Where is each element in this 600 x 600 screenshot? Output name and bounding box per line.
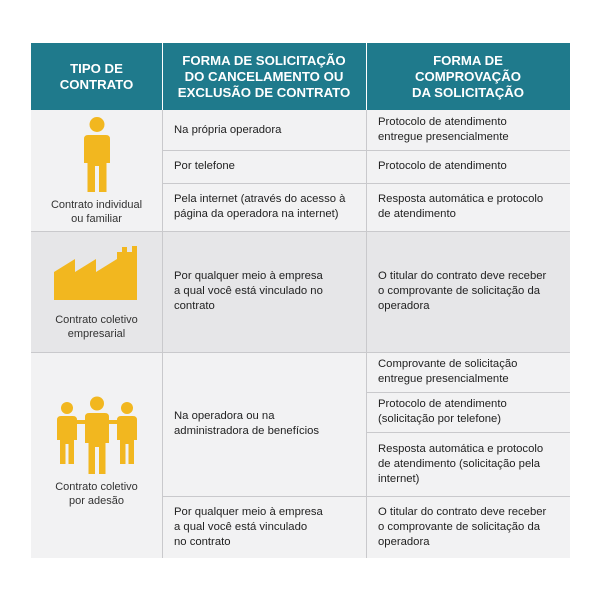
comprovacao-cell: Protocolo de atendimento (solicitação por telefone)	[378, 398, 507, 425]
row-divider	[162, 150, 570, 151]
row-divider	[162, 183, 570, 184]
comprovacao-cell: Resposta automática e protocolo de atendimento (solicitação pela internet)	[378, 442, 544, 485]
person-icon	[82, 116, 112, 194]
comprovacao-cell: O titular do contrato deve receber o comprovante de solicitação da operadora	[378, 270, 547, 312]
type-label-adesao: Contrato coletivo por adesão	[55, 481, 138, 507]
factory-icon	[53, 245, 141, 301]
type-individual	[31, 110, 162, 231]
comprovacao-cell: Resposta automática e protocolo de atendimento	[378, 193, 544, 220]
type-label-individual: Contrato individual ou familiar	[50, 199, 143, 225]
row-divider	[366, 432, 570, 433]
section-divider	[31, 352, 570, 353]
group-of-people-icon	[51, 396, 143, 476]
type-adesao	[31, 352, 162, 558]
forma-cell: Por telefone	[174, 160, 235, 172]
header-forma-solicitacao: FORMA DE SOLICITAÇÃO DO CANCELAMENTO OU EXCLUSÃO DE CONTRATO	[162, 43, 366, 110]
section-divider	[31, 231, 570, 232]
type-empresarial	[31, 231, 162, 352]
column-divider	[162, 110, 163, 558]
row-divider	[162, 496, 570, 497]
column-divider	[366, 110, 367, 558]
comprovacao-cell: Comprovante de solicitação entregue presencialmente	[378, 358, 518, 385]
forma-cell: Na própria operadora	[174, 123, 282, 136]
comprovacao-cell: Protocolo de atendimento entregue presencialmente	[378, 116, 509, 143]
header-divider	[366, 43, 367, 110]
forma-cell: Por qualquer meio à empresa a qual você está vinculado no contrato	[174, 270, 323, 312]
header-divider	[162, 43, 163, 110]
forma-cell: Na operadora ou na administradora de benefícios	[174, 410, 320, 437]
row-divider	[366, 392, 570, 393]
type-label-empresarial: Contrato coletivo empresarial	[55, 314, 138, 340]
comprovacao-cell: O titular do contrato deve receber o comprovante de solicitação da operadora	[378, 505, 547, 548]
comprovacao-cell: Protocolo de atendimento	[378, 160, 507, 172]
forma-cell: Por qualquer meio à empresa a qual você está vinculado no contrato	[174, 505, 323, 548]
header-forma-comprovacao: FORMA DE COMPROVAÇÃO DA SOLICITAÇÃO	[366, 43, 570, 110]
forma-cell: Pela internet (através do acesso à página da operadora na internet)	[174, 193, 346, 220]
header-tipo-contrato: TIPO DE CONTRATO	[31, 43, 162, 110]
cancellation-table	[31, 43, 570, 558]
